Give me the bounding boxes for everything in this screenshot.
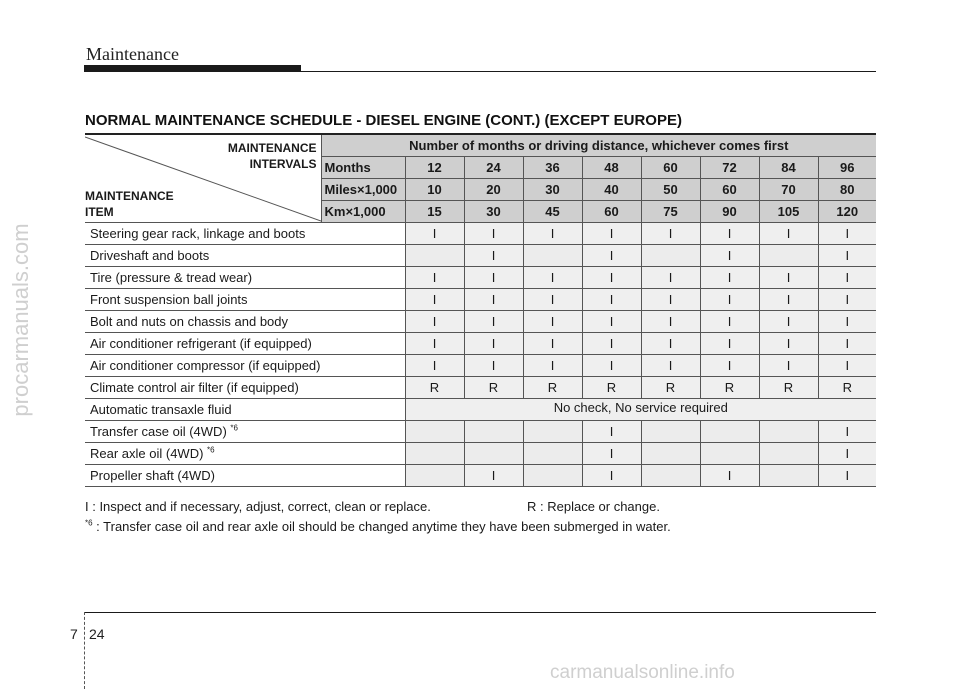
- item-value: [700, 421, 759, 443]
- table-row: [85, 311, 876, 333]
- item-value: I: [759, 289, 818, 311]
- watermark-bottom: carmanualsonline.info: [550, 662, 735, 683]
- item-value: [523, 465, 582, 487]
- item-value: [405, 421, 464, 443]
- item-value: I: [405, 267, 464, 289]
- item-value: I: [405, 289, 464, 311]
- legend: [85, 497, 671, 537]
- item-value: I: [818, 465, 876, 487]
- interval-value: 72: [700, 157, 759, 179]
- item-label: [85, 421, 405, 443]
- item-value: I: [818, 311, 876, 333]
- item-value: I: [641, 333, 700, 355]
- item-value: [641, 465, 700, 487]
- item-value: R: [523, 377, 582, 399]
- item-value: I: [700, 289, 759, 311]
- footer-divider: [84, 612, 85, 689]
- item-footnote-mark: *6: [230, 423, 238, 433]
- item-span-note: No check, No service required: [405, 399, 876, 421]
- item-value: I: [818, 245, 876, 267]
- item-label: [85, 223, 405, 245]
- item-value: I: [759, 223, 818, 245]
- table-row: [85, 443, 876, 465]
- table-row: [85, 245, 876, 267]
- item-label: [85, 443, 405, 465]
- item-value: I: [405, 311, 464, 333]
- item-value: R: [700, 377, 759, 399]
- item-value: [700, 443, 759, 465]
- interval-row-label: Km×1,000: [321, 201, 405, 223]
- interval-value: 30: [464, 201, 523, 223]
- interval-header-row: [85, 134, 876, 157]
- item-label-text: Steering gear rack, linkage and boots: [90, 226, 306, 241]
- table-row: [85, 267, 876, 289]
- item-value: I: [759, 333, 818, 355]
- interval-value: 48: [582, 157, 641, 179]
- page-number: 24: [89, 626, 105, 642]
- interval-value: 36: [523, 157, 582, 179]
- legend-inspect: I : Inspect and if necessary, adjust, correct, clean or replace.: [85, 499, 431, 514]
- item-value: I: [818, 267, 876, 289]
- item-value: I: [405, 355, 464, 377]
- item-value: I: [700, 267, 759, 289]
- item-value: I: [464, 333, 523, 355]
- item-value: I: [818, 333, 876, 355]
- interval-value: 24: [464, 157, 523, 179]
- item-value: [405, 443, 464, 465]
- item-value: I: [700, 355, 759, 377]
- item-label: [85, 333, 405, 355]
- item-value: [464, 443, 523, 465]
- item-value: I: [523, 267, 582, 289]
- interval-value: 105: [759, 201, 818, 223]
- interval-span-header: Number of months or driving distance, whichever comes first: [321, 134, 876, 157]
- item-value: I: [700, 223, 759, 245]
- item-value: I: [582, 289, 641, 311]
- item-value: [523, 443, 582, 465]
- item-label: [85, 267, 405, 289]
- legend-note-text: : Transfer case oil and rear axle oil should be changed anytime they have been submerged in water.: [92, 519, 671, 534]
- legend-replace: R : Replace or change.: [527, 499, 660, 514]
- interval-value: 60: [582, 201, 641, 223]
- item-value: I: [464, 267, 523, 289]
- item-label: [85, 465, 405, 487]
- corner-bottom-line: MAINTENANCE: [85, 189, 174, 203]
- item-value: I: [759, 267, 818, 289]
- item-value: I: [523, 223, 582, 245]
- item-value: [641, 443, 700, 465]
- interval-value: 90: [700, 201, 759, 223]
- item-value: I: [582, 223, 641, 245]
- item-label: [85, 399, 405, 421]
- corner-top-line: MAINTENANCE: [227, 141, 317, 155]
- item-value: I: [700, 465, 759, 487]
- interval-value: 80: [818, 179, 876, 201]
- item-value: [759, 465, 818, 487]
- item-value: I: [582, 333, 641, 355]
- maintenance-schedule-table: [85, 133, 876, 487]
- item-value: I: [464, 223, 523, 245]
- item-value: I: [405, 223, 464, 245]
- item-value: I: [582, 465, 641, 487]
- section-title: NORMAL MAINTENANCE SCHEDULE - DIESEL ENGINE (CONT.) (EXCEPT EUROPE): [85, 112, 682, 129]
- item-value: I: [700, 311, 759, 333]
- item-value: I: [818, 355, 876, 377]
- header-rule: [84, 71, 876, 72]
- table-row: [85, 377, 876, 399]
- item-value: I: [523, 333, 582, 355]
- item-value: I: [523, 355, 582, 377]
- item-value: I: [582, 421, 641, 443]
- item-value: I: [641, 223, 700, 245]
- item-value: I: [641, 267, 700, 289]
- item-value: [464, 421, 523, 443]
- item-value: I: [641, 311, 700, 333]
- item-value: I: [641, 355, 700, 377]
- table-row: [85, 399, 876, 421]
- item-label: [85, 355, 405, 377]
- item-label-text: Front suspension ball joints: [90, 292, 248, 307]
- corner-bottom-line: ITEM: [85, 205, 114, 219]
- table-row: [85, 333, 876, 355]
- item-value: I: [700, 245, 759, 267]
- interval-value: 60: [700, 179, 759, 201]
- item-label-text: Climate control air filter (if equipped): [90, 380, 299, 395]
- interval-value: 120: [818, 201, 876, 223]
- item-value: [523, 421, 582, 443]
- item-value: R: [641, 377, 700, 399]
- table-row: [85, 289, 876, 311]
- item-label-text: Automatic transaxle fluid: [90, 402, 232, 417]
- interval-value: 20: [464, 179, 523, 201]
- watermark-left-text: procarmanuals.com: [8, 223, 33, 417]
- item-label-text: Rear axle oil (4WD): [90, 446, 204, 461]
- interval-value: 15: [405, 201, 464, 223]
- item-value: I: [582, 355, 641, 377]
- item-value: I: [523, 289, 582, 311]
- item-value: [759, 443, 818, 465]
- item-value: I: [405, 333, 464, 355]
- item-value: I: [818, 223, 876, 245]
- item-label: [85, 377, 405, 399]
- item-value: I: [700, 333, 759, 355]
- interval-value: 70: [759, 179, 818, 201]
- legend-note: [85, 517, 671, 537]
- table-row: [85, 355, 876, 377]
- item-value: R: [759, 377, 818, 399]
- item-value: R: [405, 377, 464, 399]
- item-value: I: [818, 421, 876, 443]
- interval-value: 84: [759, 157, 818, 179]
- item-label-text: Propeller shaft (4WD): [90, 468, 215, 483]
- watermark-left: [6, 170, 36, 470]
- footer-rule: [84, 612, 876, 613]
- item-value: I: [464, 289, 523, 311]
- item-value: I: [582, 443, 641, 465]
- item-label-text: Bolt and nuts on chassis and body: [90, 314, 289, 329]
- item-value: I: [582, 245, 641, 267]
- item-label-text: Air conditioner compressor (if equipped): [90, 358, 321, 373]
- item-value: I: [582, 311, 641, 333]
- corner-intervals-label: [228, 140, 317, 172]
- item-value: I: [464, 355, 523, 377]
- interval-value: 60: [641, 157, 700, 179]
- item-value: I: [759, 311, 818, 333]
- item-value: I: [641, 289, 700, 311]
- item-value: [405, 465, 464, 487]
- interval-value: 30: [523, 179, 582, 201]
- item-value: [641, 245, 700, 267]
- interval-value: 96: [818, 157, 876, 179]
- item-value: I: [464, 245, 523, 267]
- legend-note-mark: *6: [85, 518, 93, 528]
- table-row: [85, 465, 876, 487]
- item-value: R: [582, 377, 641, 399]
- interval-value: 10: [405, 179, 464, 201]
- interval-value: 45: [523, 201, 582, 223]
- interval-value: 40: [582, 179, 641, 201]
- page-header-title: Maintenance: [86, 44, 179, 64]
- item-label: [85, 311, 405, 333]
- chapter-number: 7: [70, 626, 78, 642]
- interval-row-label: Months: [321, 157, 405, 179]
- item-value: R: [818, 377, 876, 399]
- item-value: I: [818, 443, 876, 465]
- item-value: I: [759, 355, 818, 377]
- item-label-text: Driveshaft and boots: [90, 248, 210, 263]
- item-label: [85, 245, 405, 267]
- interval-value: 50: [641, 179, 700, 201]
- item-value: I: [818, 289, 876, 311]
- item-value: R: [464, 377, 523, 399]
- item-value: [523, 245, 582, 267]
- item-value: I: [464, 465, 523, 487]
- item-value: I: [582, 267, 641, 289]
- interval-row-label: Miles×1,000: [321, 179, 405, 201]
- item-value: [641, 421, 700, 443]
- interval-value: 75: [641, 201, 700, 223]
- item-value: I: [523, 311, 582, 333]
- corner-top-line: INTERVALS: [249, 157, 317, 171]
- table-corner-cell: [85, 134, 321, 223]
- item-label-text: Transfer case oil (4WD): [90, 424, 227, 439]
- item-label-text: Tire (pressure & tread wear): [90, 270, 253, 285]
- item-value: [405, 245, 464, 267]
- interval-value: 12: [405, 157, 464, 179]
- item-value: [759, 245, 818, 267]
- item-label: [85, 289, 405, 311]
- item-footnote-mark: *6: [207, 445, 215, 455]
- table-row: [85, 223, 876, 245]
- item-value: I: [464, 311, 523, 333]
- corner-item-label: [85, 188, 174, 220]
- table-row: [85, 421, 876, 443]
- item-value: [759, 421, 818, 443]
- item-label-text: Air conditioner refrigerant (if equipped): [90, 336, 312, 351]
